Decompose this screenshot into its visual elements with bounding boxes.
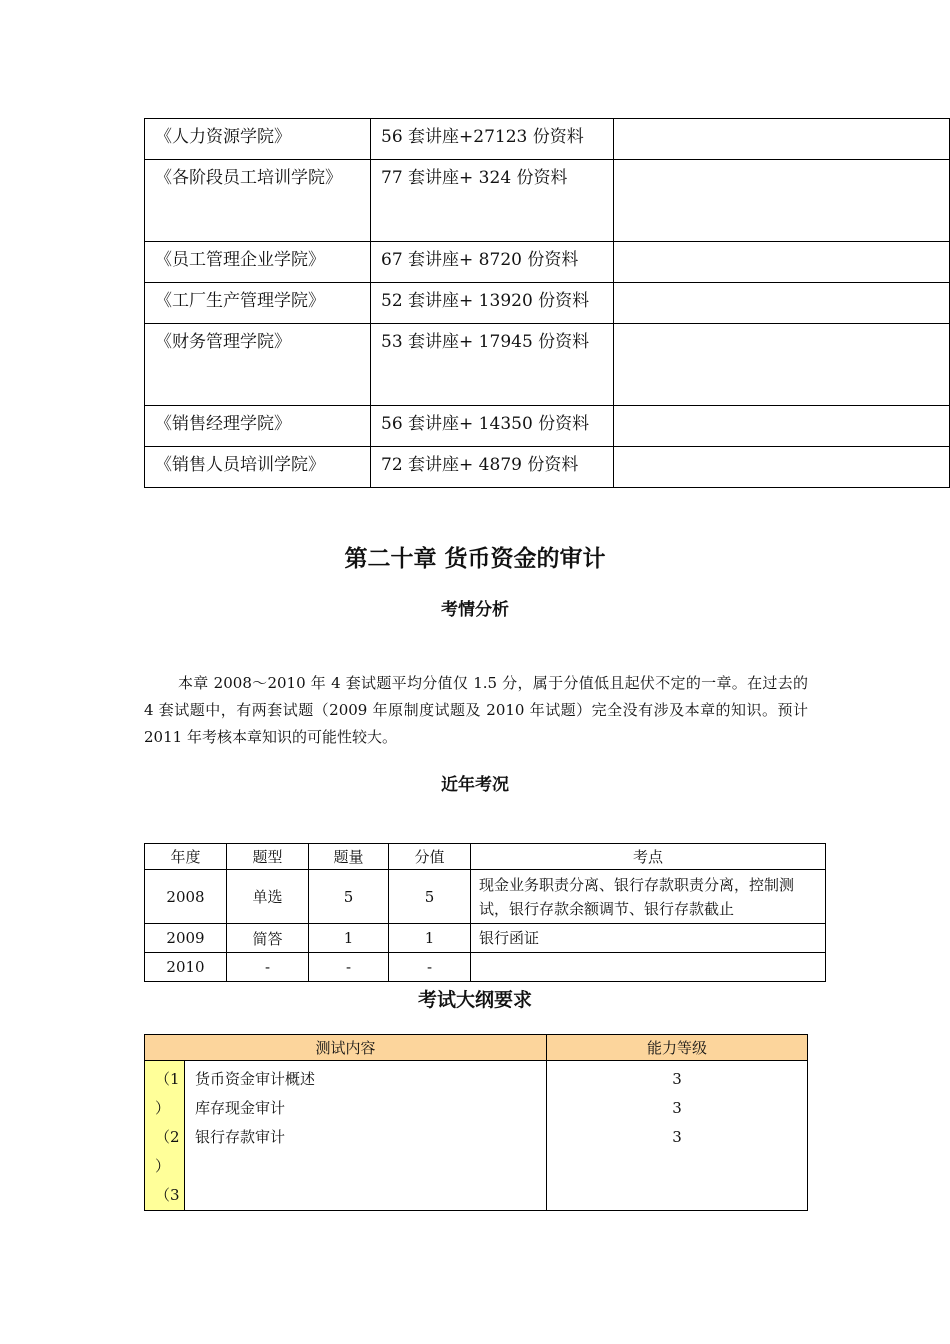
course-name: 《人力资源学院》 xyxy=(145,119,371,160)
table-cell: 5 xyxy=(309,870,389,924)
ability-level: 3 xyxy=(672,1070,682,1088)
section-heading-recent: 近年考况 xyxy=(441,775,509,795)
ability-level: 3 xyxy=(672,1099,682,1117)
table-cell: 1 xyxy=(309,924,389,953)
table-row xyxy=(145,324,950,406)
course-name: 《各阶段员工培训学院》 xyxy=(145,160,371,242)
table-cell: 5 xyxy=(389,870,471,924)
chapter-title: 第二十章 货币资金的审计 xyxy=(344,546,606,572)
course-extra xyxy=(614,447,950,488)
course-extra xyxy=(614,160,950,242)
table-cell: 2010 xyxy=(145,953,227,982)
table-row xyxy=(145,447,950,488)
item-list xyxy=(185,1061,547,1211)
column-header: 题量 xyxy=(309,844,389,870)
table-cell: - xyxy=(309,953,389,982)
exam-table xyxy=(144,843,826,982)
ability-level: 3 xyxy=(672,1128,682,1146)
course-name: 《销售经理学院》 xyxy=(145,406,371,447)
table-row xyxy=(145,1061,808,1211)
course-desc: 67 套讲座+ 8720 份资料 xyxy=(371,242,614,283)
course-extra xyxy=(614,324,950,406)
item-number: （3 xyxy=(155,1186,180,1204)
table-row xyxy=(145,160,950,242)
syllabus-item: 银行存款审计 xyxy=(195,1128,286,1146)
intro-paragraph: 本章 2008～2010 年 4 套试题平均分值仅 1.5 分，属于分值低且起伏不定的一章。在过去的 4 套试题中，有两套试题（2009 年原制度试题及 2010 年试题）完全没有涉及本章的知识。预计 2011 年考核本章知识的可能性较大。 xyxy=(144,674,808,746)
table-row xyxy=(145,953,826,982)
column-header: 考点 xyxy=(471,844,826,870)
section-heading-syllabus: 考试大纲要求 xyxy=(417,989,532,1011)
table-cell: 2009 xyxy=(145,924,227,953)
column-header: 能力等级 xyxy=(547,1035,808,1061)
course-extra xyxy=(614,283,950,324)
item-number: （1 xyxy=(155,1070,180,1088)
table-header-row xyxy=(145,1035,808,1061)
table-cell: 简答 xyxy=(227,924,309,953)
section-heading-analysis: 考情分析 xyxy=(441,600,509,620)
course-desc: 56 套讲座+27123 份资料 xyxy=(371,119,614,160)
course-name: 《销售人员培训学院》 xyxy=(145,447,371,488)
course-desc: 52 套讲座+ 13920 份资料 xyxy=(371,283,614,324)
item-number: ） xyxy=(155,1157,171,1175)
course-name: 《财务管理学院》 xyxy=(145,324,371,406)
syllabus-item: 货币资金审计概述 xyxy=(195,1070,316,1088)
table-cell: 2008 xyxy=(145,870,227,924)
item-numbers xyxy=(145,1061,185,1211)
table-cell: 单选 xyxy=(227,870,309,924)
item-number: （2 xyxy=(155,1128,180,1146)
course-desc: 56 套讲座+ 14350 份资料 xyxy=(371,406,614,447)
course-desc: 72 套讲座+ 4879 份资料 xyxy=(371,447,614,488)
table-header-row xyxy=(145,844,826,870)
table-row xyxy=(145,242,950,283)
course-desc: 53 套讲座+ 17945 份资料 xyxy=(371,324,614,406)
course-table xyxy=(144,118,950,488)
course-desc: 77 套讲座+ 324 份资料 xyxy=(371,160,614,242)
table-cell: - xyxy=(389,953,471,982)
column-header: 题型 xyxy=(227,844,309,870)
level-list xyxy=(547,1061,808,1211)
table-row xyxy=(145,406,950,447)
table-cell: 现金业务职责分离、银行存款职责分离，控制测试，银行存款余额调节、银行存款截止 xyxy=(471,870,826,924)
item-number: ） xyxy=(155,1099,171,1117)
course-extra xyxy=(614,119,950,160)
table-row xyxy=(145,283,950,324)
column-header: 测试内容 xyxy=(145,1035,547,1061)
course-name: 《员工管理企业学院》 xyxy=(145,242,371,283)
syllabus-item: 库存现金审计 xyxy=(195,1099,286,1117)
column-header: 年度 xyxy=(145,844,227,870)
syllabus-table xyxy=(144,1034,808,1211)
course-extra xyxy=(614,406,950,447)
column-header: 分值 xyxy=(389,844,471,870)
table-cell: 银行函证 xyxy=(471,924,826,953)
course-name: 《工厂生产管理学院》 xyxy=(145,283,371,324)
table-row xyxy=(145,119,950,160)
table-cell: 1 xyxy=(389,924,471,953)
table-row xyxy=(145,924,826,953)
table-row xyxy=(145,870,826,924)
table-cell xyxy=(471,953,826,982)
course-extra xyxy=(614,242,950,283)
table-cell: - xyxy=(227,953,309,982)
